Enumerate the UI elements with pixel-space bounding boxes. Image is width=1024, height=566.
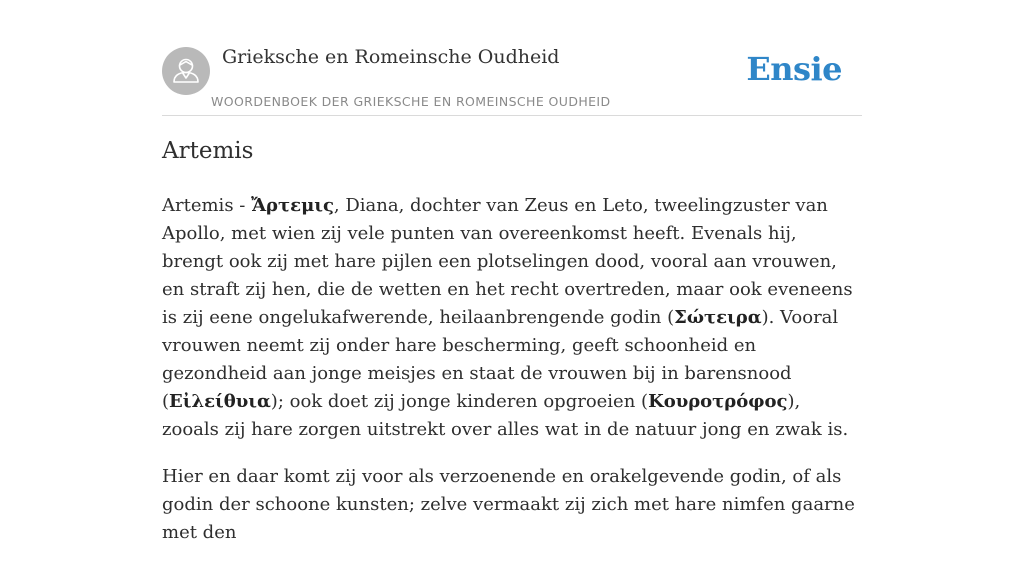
greek-term: Ἄρτεμις [251,195,334,216]
greek-term: Κουροτρόφος [648,391,788,412]
greek-term: Σώτειρα [674,307,762,328]
source-header [162,44,862,116]
paragraph-text: ). Vooral vrouwen neemt zij onder hare bescherming, geeft schoonheid en gezondheid aan jonge meisjes en staat de vrouwen bij in barensnood ( [162,307,839,412]
source-title-link[interactable]: Grieksche en Romeinsche Oudheid [222,46,560,68]
paragraph-text: Artemis - [162,195,252,216]
entry-paragraph-2: Hier en daar komt zij voor als verzoenende en orakelgevende godin, of als godin der schoone kunsten; zelve vermaakt zij zich met hare nimfen gaarne met den [162,466,855,543]
user-placeholder-icon[interactable] [162,47,210,95]
greek-term: Εἰλείθυια [169,391,271,412]
paragraph-text: ), zooals zij hare zorgen uitstrekt over alles wat in de natuur jong en zwak is. [162,391,849,440]
brand-logo[interactable]: Ensie [746,50,842,88]
paragraph-text: , Diana, dochter van Zeus en Leto, tweelingzuster van Apollo, met wien zij vele punten van overeenkomst heeft. Evenals hij, brengt ook zij met hare pijlen een plotselingen dood, vooral aan vrouwen, en straft zij hen, die de wetten en het recht overtreden, maar ook eveneens is zij eene ongelukafwerende, heilaanbrengende godin ( [162,195,853,328]
entry-paragraph-1 [162,192,862,444]
entry-body [162,192,862,566]
paragraph-text: ); ook doet zij jonge kinderen opgroeien ( [270,391,649,412]
source-subtitle: WOORDENBOEK DER GRIEKSCHE EN ROMEINSCHE OUDHEID [211,94,611,109]
entry-title: Artemis [162,138,254,164]
